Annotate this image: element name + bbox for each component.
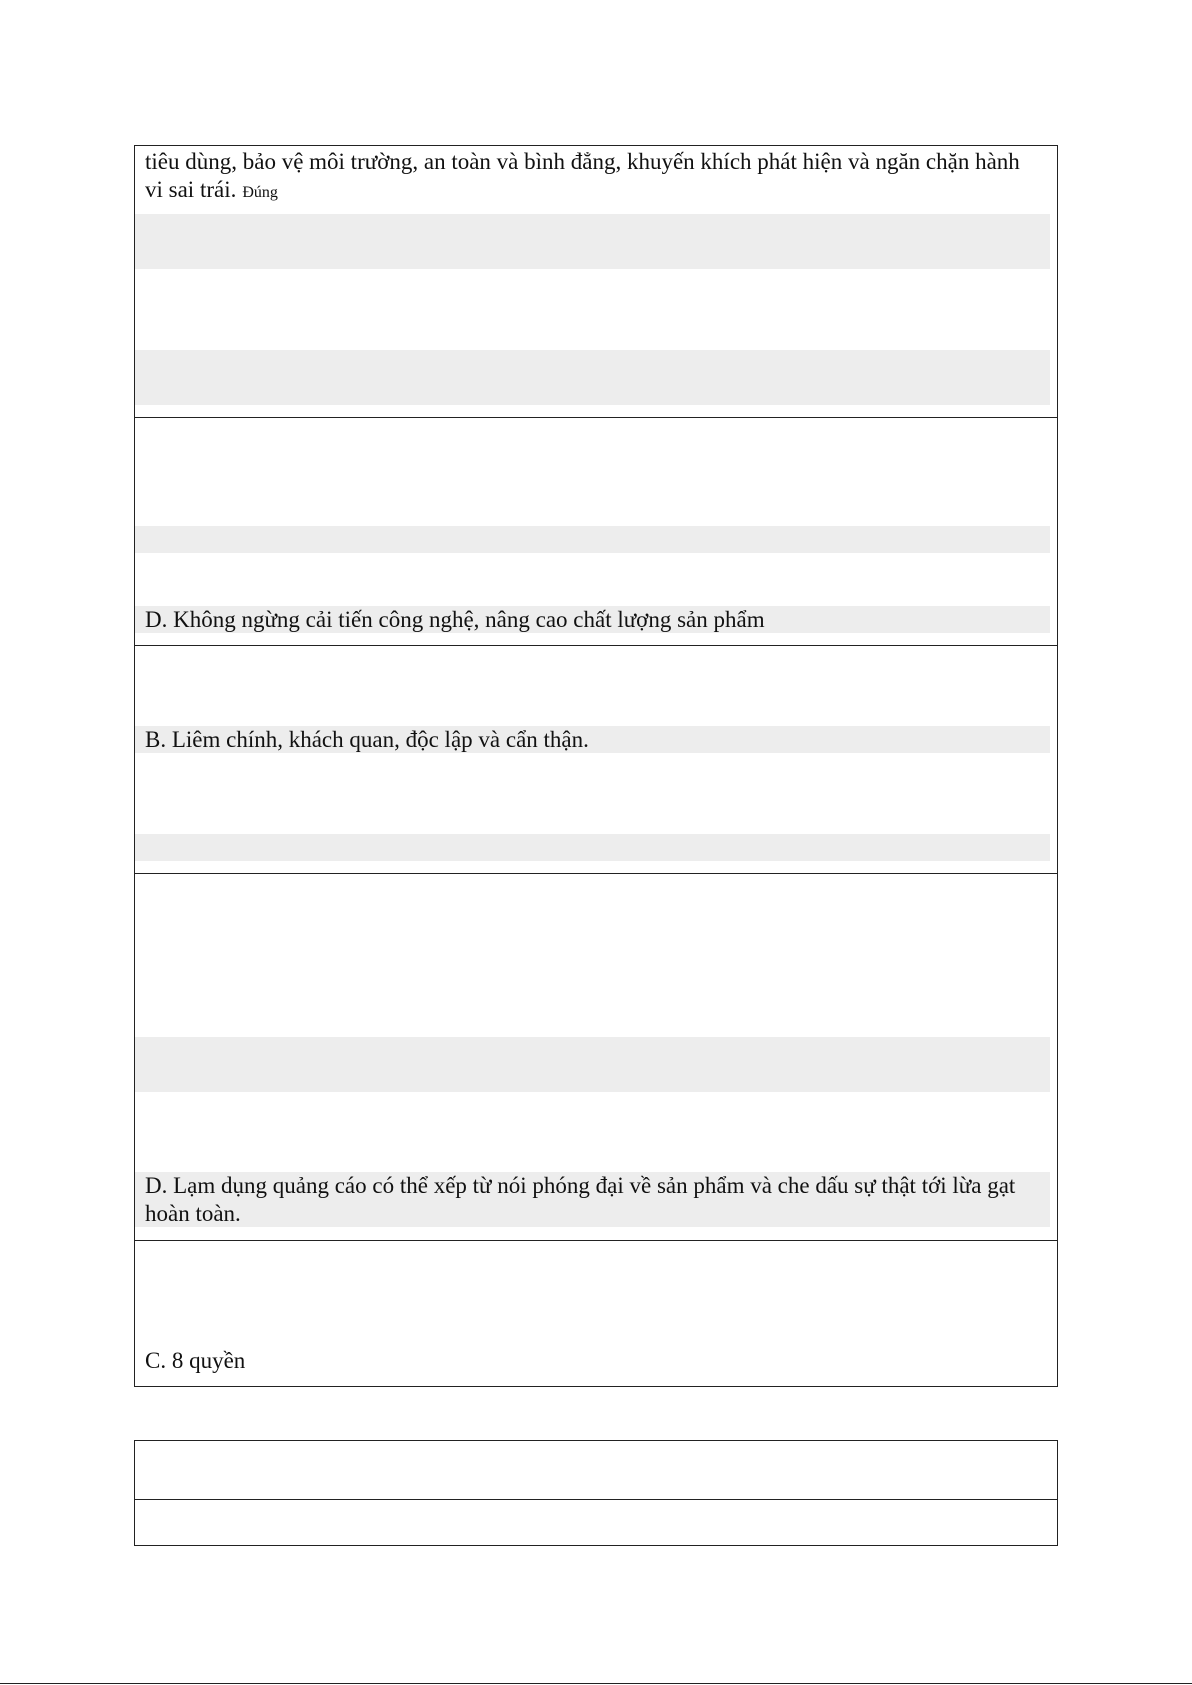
table-row: [135, 1500, 1057, 1545]
table-row: [135, 146, 1057, 418]
highlight-band: [135, 1037, 1050, 1092]
table-row: [135, 646, 1057, 874]
table-row: [135, 418, 1057, 646]
table-row: [135, 874, 1057, 1241]
table-row: [135, 1441, 1057, 1500]
table-row: [135, 1241, 1057, 1386]
answer-table: [134, 145, 1058, 1387]
empty-table: [134, 1440, 1058, 1546]
correct-tag: Đúng: [242, 184, 278, 201]
answer-text: [145, 148, 1037, 207]
option-d: D. Không ngừng cải tiến công nghệ, nâng cao chất lượng sản phẩm: [145, 607, 765, 632]
option-d: D. Lạm dụng quảng cáo có thể xếp từ nói phóng đại về sản phẩm và che dấu sự thật tới lừa gạt hoàn toàn.: [145, 1173, 1016, 1226]
highlight-band: [135, 214, 1050, 269]
highlight-band: [135, 834, 1050, 861]
highlight-band: [135, 526, 1050, 553]
highlight-band: [135, 350, 1050, 405]
answer-continuation: tiêu dùng, bảo vệ môi trường, an toàn và bình đẳng, khuyến khích phát hiện và ngăn chặn hành vi sai trái.: [145, 149, 1020, 202]
page-bottom-border: [0, 1683, 1192, 1684]
option-c: C. 8 quyền: [145, 1348, 246, 1373]
option-b: B. Liêm chính, khách quan, độc lập và cẩn thận.: [145, 727, 589, 752]
